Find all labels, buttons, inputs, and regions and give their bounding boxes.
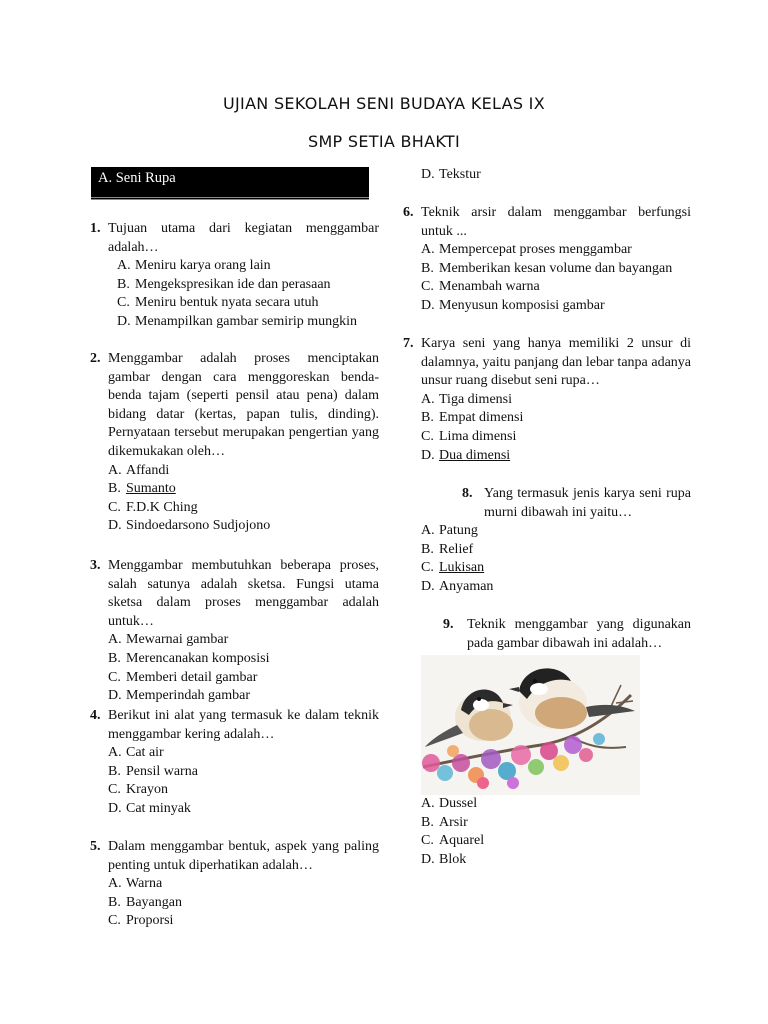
- option-a[interactable]: A. Meniru karya orang lain: [117, 258, 271, 274]
- option-c[interactable]: C. Lima dimensi: [421, 428, 517, 444]
- option-b[interactable]: B. Bayangan: [108, 894, 182, 910]
- question-8: [403, 485, 691, 597]
- option-d[interactable]: D. Menyusun komposisi gambar: [421, 297, 605, 313]
- question-number: 2.: [90, 351, 101, 366]
- option-b[interactable]: B. Sumanto: [108, 481, 176, 497]
- option-a[interactable]: A. Tiga dimensi: [421, 391, 512, 407]
- question-6: [403, 204, 691, 316]
- option-c[interactable]: C. Meniru bentuk nyata secara utuh: [117, 295, 319, 311]
- section-header: A. Seni Rupa: [91, 167, 369, 200]
- option-b[interactable]: B. Arsir: [421, 814, 468, 830]
- option-b[interactable]: B. Merencanakan komposisi: [108, 650, 270, 666]
- question-9: [403, 616, 691, 870]
- option-b[interactable]: B. Relief: [421, 541, 474, 557]
- option-a[interactable]: A. Cat air: [108, 745, 164, 761]
- question-2: [90, 350, 379, 536]
- option-b[interactable]: B. Pensil warna: [108, 763, 198, 779]
- question-number: 9.: [443, 617, 454, 632]
- option-d[interactable]: D. Sindoedarsono Sudjojono: [108, 518, 271, 534]
- exam-title: UJIAN SEKOLAH SENI BUDAYA KELAS IX: [223, 94, 545, 113]
- option-c[interactable]: C. F.D.K Ching: [108, 499, 198, 515]
- question-text: Teknik menggambar yang digunakan pada gambar dibawah ini adalah…: [467, 617, 691, 651]
- question-1: [90, 220, 379, 332]
- option-d[interactable]: D. Menampilkan gambar semirip mungkin: [117, 313, 358, 329]
- question-text: Menggambar membutuhkan beberapa proses, salah satunya adalah sketsa. Fungsi utama sketsa dalam proses menggambar adalah untuk…: [108, 558, 379, 629]
- option-d[interactable]: D. Memperindah gambar: [108, 688, 251, 704]
- option-d[interactable]: D. Dua dimensi: [421, 447, 511, 463]
- option-a[interactable]: A. Mempercepat proses menggambar: [421, 242, 632, 258]
- option-b[interactable]: B. Empat dimensi: [421, 410, 524, 426]
- option-a[interactable]: A. Affandi: [108, 462, 170, 478]
- question-text: Menggambar adalah proses menciptakan gambar dengan cara menggoreskan benda-benda tajam (seperti pensil atau pena) dalam bidang datar (kertas, papan tulis, dinding). Pernyataan tersebut merupakan pengertian yang dikemukakan oleh…: [108, 351, 379, 459]
- question-5: [90, 838, 379, 931]
- question-number: 6.: [403, 205, 414, 220]
- option-c[interactable]: C. Proporsi: [108, 913, 174, 929]
- question-text: Teknik arsir dalam menggambar berfungsi untuk ...: [421, 205, 691, 239]
- question-number: 7.: [403, 336, 414, 351]
- option-b[interactable]: B. Mengekspresikan ide dan perasaan: [117, 276, 331, 292]
- question-3: [90, 557, 379, 706]
- question-number: 4.: [90, 708, 101, 723]
- question-5-continued: [403, 166, 691, 185]
- question-7: [403, 335, 691, 465]
- question-text: Tujuan utama dari kegiatan menggambar adalah…: [108, 221, 379, 255]
- question-text: Berikut ini alat yang termasuk ke dalam teknik menggambar kering adalah…: [108, 708, 379, 742]
- question-4: [90, 707, 379, 819]
- option-c[interactable]: C. Krayon: [108, 782, 168, 798]
- option-a[interactable]: A. Patung: [421, 523, 478, 539]
- option-a[interactable]: A. Mewarnai gambar: [108, 632, 229, 648]
- option-b[interactable]: B. Memberikan kesan volume dan bayangan: [421, 260, 673, 276]
- watercolor-bird-image: [421, 655, 640, 795]
- option-d[interactable]: D. Anyaman: [421, 578, 494, 594]
- school-name: SMP SETIA BHAKTI: [308, 132, 460, 151]
- option-c[interactable]: C. Aquarel: [421, 833, 485, 849]
- option-a[interactable]: A. Warna: [108, 876, 163, 892]
- option-a[interactable]: A. Dussel: [421, 796, 478, 812]
- option-c[interactable]: C. Menambah warna: [421, 279, 540, 295]
- question-text: Dalam menggambar bentuk, aspek yang paling penting untuk diperhatikan adalah…: [108, 839, 379, 873]
- question-number: 5.: [90, 839, 101, 854]
- option-d[interactable]: D. Blok: [421, 851, 467, 867]
- question-text: Karya seni yang hanya memiliki 2 unsur di dalamnya, yaitu panjang dan lebar tanpa adanya unsur ruang disebut seni rupa…: [421, 336, 691, 389]
- option-c[interactable]: C. Memberi detail gambar: [108, 669, 258, 685]
- option-d[interactable]: D. Tekstur: [421, 167, 481, 182]
- option-c[interactable]: C. Lukisan: [421, 560, 485, 576]
- option-d[interactable]: D. Cat minyak: [108, 800, 191, 816]
- question-number: 8.: [462, 486, 473, 501]
- question-text: Yang termasuk jenis karya seni rupa murni dibawah ini yaitu…: [484, 486, 691, 520]
- question-number: 3.: [90, 558, 101, 573]
- question-number: 1.: [90, 221, 101, 236]
